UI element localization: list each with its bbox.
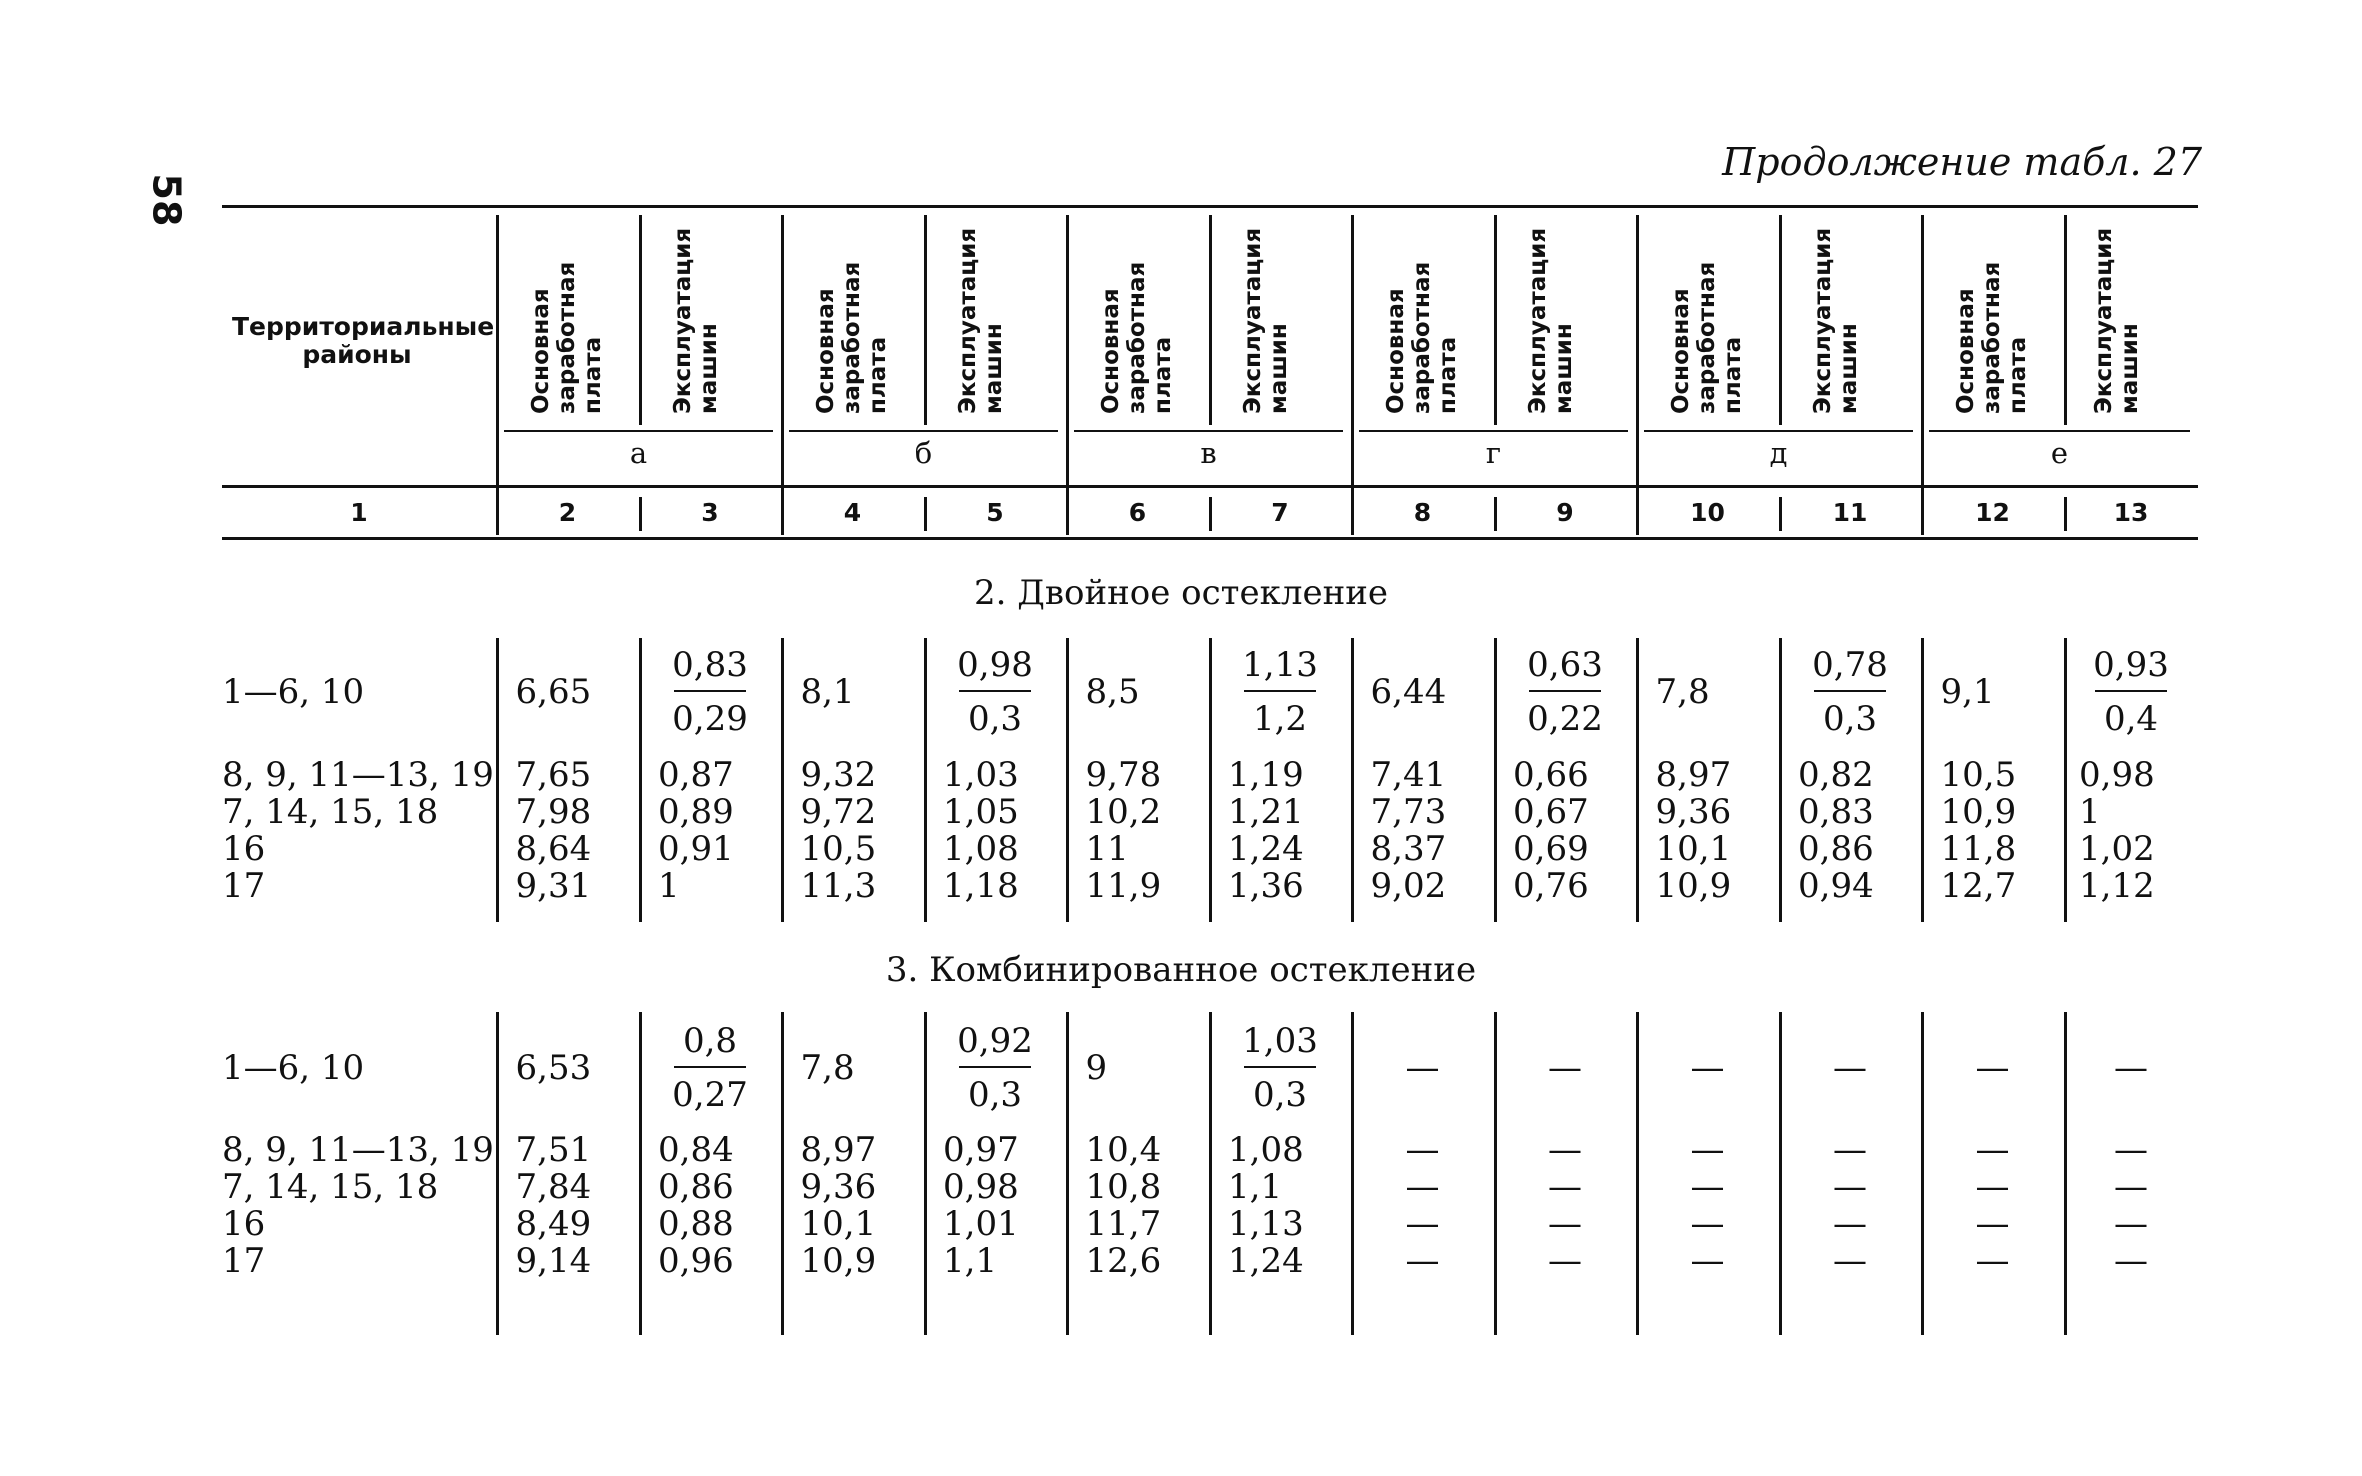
empty-dash: — [2114,1204,2148,1244]
body-column-divider [781,638,784,922]
header-base-salary: Основная заработная плата [1097,261,1176,414]
value-cell: 9,36 [1655,792,1732,832]
body-column-divider [781,1012,784,1335]
value-cell: 9,1 [1940,672,1995,712]
column-number: 12 [1975,498,2010,527]
section-title: 2. Двойное остекление [973,573,1389,613]
value-cell: 10,9 [1655,866,1732,906]
empty-dash: — [2114,1241,2148,1281]
column-number: 9 [1556,498,1574,527]
page-number: 58 [144,173,189,227]
value-cell: 7,73 [1370,792,1447,832]
empty-dash: — [1690,1048,1725,1088]
empty-dash: — [1975,1130,2010,1170]
body-column-divider [496,1012,499,1335]
body-column-divider [639,1012,642,1335]
empty-dash: — [2114,1167,2148,1207]
body-column-divider [2064,638,2067,922]
empty-dash: — [1690,1241,1725,1281]
value-cell: 0,97 [943,1130,1019,1170]
value-cell: 0,98 [943,1167,1019,1207]
empty-dash: — [1405,1204,1440,1244]
value-cell: 0,69 [1513,829,1589,869]
row-label: 7, 14, 15, 18 [222,792,439,832]
header-machine-operation: Эксплуатация машин [1240,227,1292,414]
header-column-divider [1209,215,1212,425]
value-cell: 1,08 [1228,1130,1304,1170]
column-number: 1 [350,498,368,527]
value-cell: 10,5 [800,829,877,869]
column-number-divider [924,497,927,531]
value-cell: 7,51 [515,1130,592,1170]
header-column-divider [1921,215,1924,535]
value-cell: 1,02 [2079,829,2155,869]
header-column-divider [924,215,927,425]
value-cell: 10,4 [1085,1130,1162,1170]
value-cell: 12,6 [1085,1241,1162,1281]
header-machine-operation: Эксплуатация машин [1525,227,1577,414]
fraction-cell [1505,642,1625,742]
fraction-numerator: 0,8 [682,1021,738,1061]
value-cell: 10,1 [800,1204,877,1244]
column-number-divider [2064,497,2067,531]
value-cell: 10,5 [1940,755,2017,795]
column-number-divider [639,497,642,531]
body-column-divider [1779,638,1782,922]
value-cell: 0,82 [1798,755,1874,795]
value-cell: 1 [658,866,680,906]
value-cell: 10,2 [1085,792,1162,832]
fraction-bar [1244,1066,1316,1068]
header-machine-operation: Эксплуатация машин [1810,227,1862,414]
empty-dash: — [2114,1130,2148,1170]
group-underline [789,430,1058,432]
fraction-numerator: 0,78 [1812,645,1888,685]
fraction-bar [674,1066,746,1068]
value-cell: 8,49 [515,1204,592,1244]
empty-dash: — [1548,1204,1582,1244]
group-letter: г [1485,436,1502,470]
empty-dash: — [1548,1167,1582,1207]
body-column-divider [1351,638,1354,922]
empty-dash: — [1690,1167,1725,1207]
table-continuation-caption: Продолжение табл. 27 [1722,140,2202,184]
fraction-cell [935,642,1055,742]
fraction-cell [1790,642,1910,742]
header-base-salary: Основная заработная плата [527,261,606,414]
header-column-divider [639,215,642,425]
body-column-divider [1494,638,1497,922]
value-cell: 0,94 [1798,866,1874,906]
column-number: 5 [986,498,1004,527]
value-cell: 12,7 [1940,866,2017,906]
value-cell: 1,24 [1228,1241,1304,1281]
header-column-divider [2064,215,2067,425]
empty-dash: — [1405,1130,1440,1170]
empty-dash: — [1833,1130,1867,1170]
row-label-header: Территориальные районы [232,312,495,369]
row-label: 1—6, 10 [222,672,365,712]
value-cell: 0,89 [658,792,734,832]
row-label: 8, 9, 11—13, 19 [222,1130,494,1170]
empty-dash: — [1975,1167,2010,1207]
fraction-bar [1244,690,1316,692]
column-number-divider [1494,497,1497,531]
fraction-cell [935,1018,1055,1118]
value-cell: 0,88 [658,1204,734,1244]
value-cell: 1,18 [943,866,1019,906]
header-base-salary: Основная заработная плата [1952,261,2031,414]
value-cell: 1,19 [1228,755,1304,795]
value-cell: 11,3 [800,866,877,906]
value-cell: 7,41 [1370,755,1447,795]
empty-dash: — [1975,1204,2010,1244]
value-cell: 6,65 [515,672,592,712]
value-cell: 9 [1085,1048,1108,1088]
value-cell: 1 [2079,792,2101,832]
column-number: 13 [2113,498,2149,527]
fraction-cell [650,1018,770,1118]
body-column-divider [924,1012,927,1335]
value-cell: 8,64 [515,829,592,869]
fraction-bar [959,690,1031,692]
fraction-denominator: 0,3 [1822,699,1878,739]
value-cell: 10,8 [1085,1167,1162,1207]
section-title: 3. Комбинированное остекление [885,950,1477,990]
empty-dash: — [1975,1048,2010,1088]
fraction-bar [1814,690,1886,692]
fraction-denominator: 1,2 [1252,699,1308,739]
value-cell: 11,8 [1940,829,2017,869]
header-column-divider [1636,215,1639,535]
empty-dash: — [1548,1130,1582,1170]
header-column-divider [1494,215,1497,425]
value-cell: 11,9 [1085,866,1162,906]
column-number-rule [222,485,2198,488]
value-cell: 8,5 [1085,672,1140,712]
value-cell: 10,9 [800,1241,877,1281]
value-cell: 6,53 [515,1048,592,1088]
fraction-bar [1529,690,1601,692]
fraction-bar [959,1066,1031,1068]
value-cell: 0,66 [1513,755,1589,795]
empty-dash: — [1833,1167,1867,1207]
row-label: 16 [222,829,266,869]
group-letter: е [2050,436,2069,470]
column-number: 11 [1832,498,1868,527]
value-cell: 7,8 [1655,672,1710,712]
fraction-cell [650,642,770,742]
value-cell: 10,1 [1655,829,1732,869]
fraction-denominator: 0,3 [1252,1075,1308,1115]
header-column-divider [496,215,499,535]
row-label: 16 [222,1204,266,1244]
group-underline [1074,430,1343,432]
empty-dash: — [1405,1241,1440,1281]
body-column-divider [1636,638,1639,922]
column-number: 4 [843,498,862,527]
group-letter: а [629,436,648,470]
fraction-numerator: 0,83 [672,645,748,685]
value-cell: 7,84 [515,1167,592,1207]
group-underline [1929,430,2190,432]
header-machine-operation: Эксплуатация машин [670,227,722,414]
body-column-divider [924,638,927,922]
row-label: 8, 9, 11—13, 19 [222,755,494,795]
header-column-divider [781,215,784,535]
group-letter: д [1769,436,1788,470]
value-cell: 0,67 [1513,792,1589,832]
empty-dash: — [1690,1204,1725,1244]
body-column-divider [1209,1012,1212,1335]
fraction-numerator: 1,03 [1242,1021,1318,1061]
value-cell: 0,91 [658,829,734,869]
value-cell: 1,08 [943,829,1019,869]
group-letter: в [1200,436,1217,470]
empty-dash: — [1690,1130,1725,1170]
value-cell: 0,87 [658,755,734,795]
value-cell: 0,86 [658,1167,734,1207]
body-column-divider [1066,1012,1069,1335]
group-letter: б [914,436,933,470]
fraction-denominator: 0,29 [672,699,748,739]
group-underline [1644,430,1913,432]
header-column-divider [1066,215,1069,535]
fraction-cell [1220,642,1340,742]
value-cell: 7,98 [515,792,592,832]
value-cell: 1,13 [1228,1204,1304,1244]
value-cell: 0,83 [1798,792,1874,832]
header-bottom-rule [222,537,2198,540]
fraction-numerator: 0,92 [957,1021,1033,1061]
header-base-salary: Основная заработная плата [1667,261,1746,414]
value-cell: 7,8 [800,1048,855,1088]
column-number: 6 [1128,498,1147,527]
body-column-divider [1066,638,1069,922]
group-underline [504,430,773,432]
value-cell: 1,24 [1228,829,1304,869]
empty-dash: — [1548,1241,1582,1281]
header-column-divider [1351,215,1354,535]
column-number-divider [1779,497,1782,531]
value-cell: 8,97 [800,1130,877,1170]
value-cell: 9,31 [515,866,592,906]
fraction-numerator: 0,98 [957,645,1033,685]
column-number: 7 [1271,498,1289,527]
body-column-divider [639,638,642,922]
value-cell: 8,1 [800,672,855,712]
empty-dash: — [1833,1048,1867,1088]
fraction-cell [2071,642,2191,742]
empty-dash: — [1833,1204,1867,1244]
header-base-salary: Основная заработная плата [1382,261,1461,414]
header-column-divider [1779,215,1782,425]
empty-dash: — [1975,1241,2010,1281]
value-cell: 9,36 [800,1167,877,1207]
empty-dash: — [1405,1048,1440,1088]
column-number: 2 [558,498,577,527]
fraction-bar [2095,690,2167,692]
value-cell: 11 [1085,829,1129,869]
column-number: 8 [1413,498,1432,527]
value-cell: 10,9 [1940,792,2017,832]
table-top-rule [222,205,2198,208]
fraction-denominator: 0,3 [967,1075,1023,1115]
empty-dash: — [1833,1241,1867,1281]
value-cell: 11,7 [1085,1204,1162,1244]
row-label: 1—6, 10 [222,1048,365,1088]
value-cell: 6,44 [1370,672,1447,712]
value-cell: 1,03 [943,755,1019,795]
header-base-salary: Основная заработная плата [812,261,891,414]
value-cell: 9,72 [800,792,877,832]
value-cell: 1,1 [1228,1167,1283,1207]
value-cell: 9,78 [1085,755,1162,795]
value-cell: 7,65 [515,755,592,795]
value-cell: 1,05 [943,792,1019,832]
fraction-bar [674,690,746,692]
fraction-numerator: 0,93 [2093,645,2169,685]
value-cell: 0,96 [658,1241,734,1281]
column-number: 10 [1690,498,1725,527]
row-label: 17 [222,866,266,906]
row-label: 17 [222,1241,266,1281]
fraction-cell [1220,1018,1340,1118]
value-cell: 9,02 [1370,866,1447,906]
fraction-denominator: 0,3 [967,699,1023,739]
header-machine-operation: Эксплуатация машин [955,227,1007,414]
body-column-divider [1921,638,1924,922]
group-underline [1359,430,1628,432]
value-cell: 1,12 [2079,866,2155,906]
fraction-numerator: 1,13 [1242,645,1318,685]
value-cell: 1,1 [943,1241,998,1281]
value-cell: 8,97 [1655,755,1732,795]
column-number-divider [1209,497,1212,531]
fraction-denominator: 0,27 [672,1075,748,1115]
empty-dash: — [1548,1048,1582,1088]
value-cell: 0,86 [1798,829,1874,869]
value-cell: 1,21 [1228,792,1304,832]
value-cell: 0,84 [658,1130,734,1170]
body-column-divider [496,638,499,922]
empty-dash: — [2114,1048,2148,1088]
column-number: 3 [701,498,719,527]
body-column-divider [1209,638,1212,922]
value-cell: 8,37 [1370,829,1447,869]
value-cell: 9,32 [800,755,877,795]
fraction-numerator: 0,63 [1527,645,1603,685]
value-cell: 1,36 [1228,866,1304,906]
fraction-denominator: 0,4 [2103,699,2159,739]
value-cell: 9,14 [515,1241,592,1281]
value-cell: 0,76 [1513,866,1589,906]
fraction-denominator: 0,22 [1527,699,1603,739]
value-cell: 0,98 [2079,755,2155,795]
row-label: 7, 14, 15, 18 [222,1167,439,1207]
header-machine-operation: Эксплуатация машин [2091,227,2143,414]
empty-dash: — [1405,1167,1440,1207]
value-cell: 1,01 [943,1204,1019,1244]
